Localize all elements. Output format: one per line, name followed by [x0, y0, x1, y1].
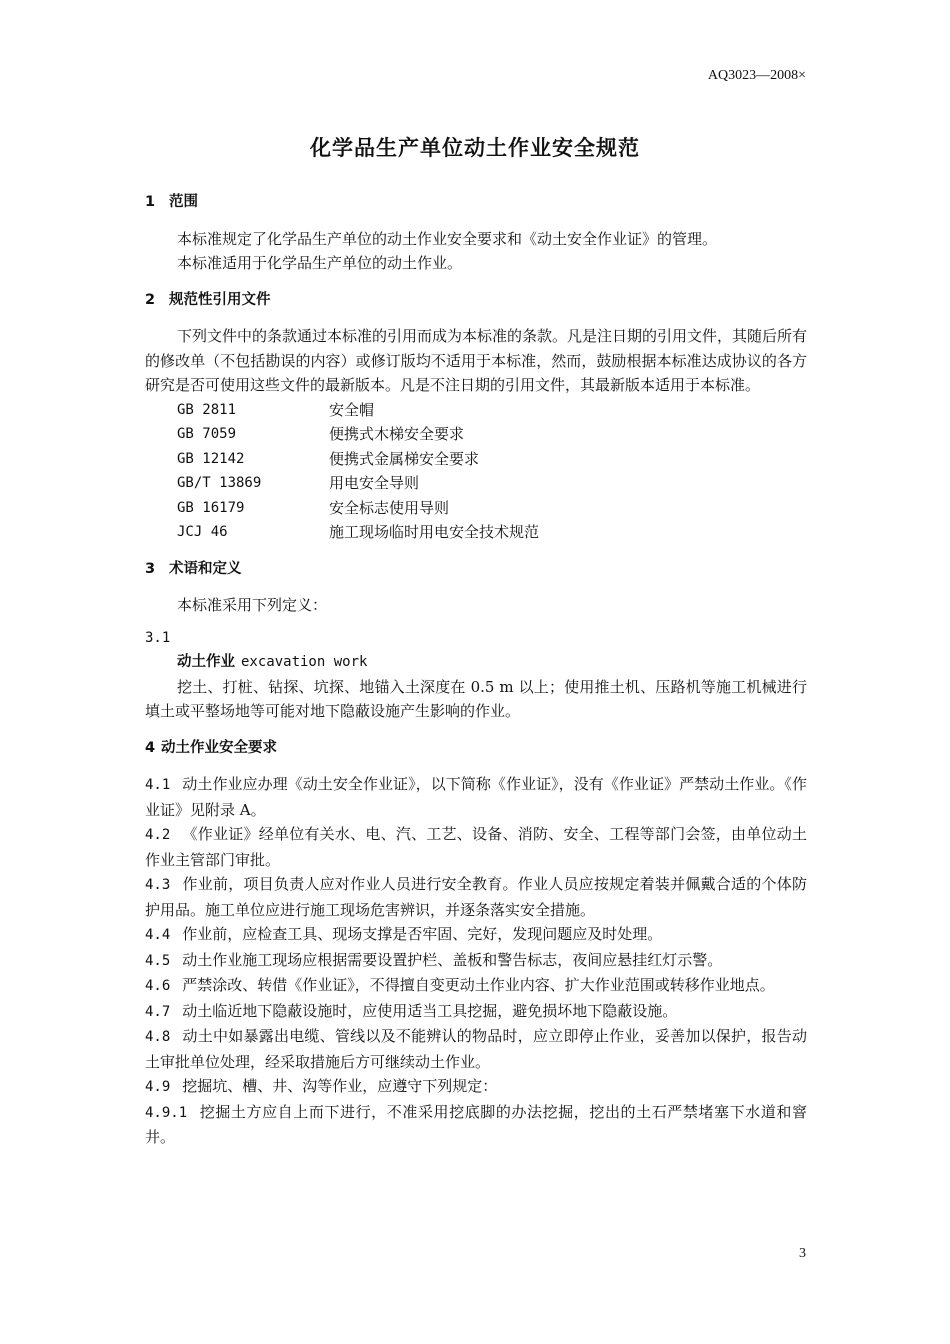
standard-code: AQ3023—2008×: [707, 68, 806, 83]
clause-item: 4.4 作业前，应检查工具、现场支撑是否牢固、完好，发现问题应及时处理。: [145, 925, 663, 943]
term-definition: 挖土、打桩、钻探、坑探、地锚入土深度在 0.5 m 以上；使用推土机、压路机等施工机械进行填土或平整场地等可能对地下隐蔽设施产生影响的作业。: [145, 677, 807, 720]
reference-row: GB 12142 便携式金属梯安全要求: [177, 449, 480, 468]
clause-item: 4.5 动土作业施工现场应根据需要设置护栏、盖板和警告标志，夜间应悬挂红灯示警。: [145, 950, 723, 969]
reference-list: [145, 398, 807, 545]
clause-item: 4.9 挖掘坑、槽、井、沟等作业，应遵守下列规定：: [145, 1077, 498, 1095]
document-body: [145, 190, 807, 1150]
clause-item: 4.3 作业前，项目负责人应对作业人员进行安全教育。作业人员应按规定着装并佩戴合适的个体防护用品。施工单位应进行施工现场危害辨识，并逐条落实安全措施。: [145, 875, 807, 919]
paragraph: 下列文件中的条款通过本标准的引用而成为本标准的条款。凡是注日期的引用文件，其随后所有的修改单（不包括勘误的内容）或修订版均不适用于本标准，然而，鼓励根据本标准达成协议的各方研究是否可使用这些文件的最新版本。凡是不注日期的引用文件，其最新版本适用于本标准。: [145, 327, 808, 394]
section-heading-scope: 1 范围: [145, 194, 198, 210]
paragraph: 本标准规定了化学品生产单位的动土作业安全要求和《动土安全作业证》的管理。: [177, 229, 718, 248]
clause-item: 4.6 严禁涂改、转借《作业证》，不得擅自变更动土作业内容、扩大作业范围或转移作业地点。: [145, 976, 775, 994]
clause-item: 4.8 动土中如暴露出电缆、管线以及不能辨认的物品时，应立即停止作业，妥善加以保护，报告动土审批单位处理，经采取措施后方可继续动土作业。: [145, 1027, 807, 1071]
paragraph: 本标准采用下列定义：: [177, 596, 328, 614]
clause-item: 4.7 动土临近地下隐蔽设施时，应使用适当工具挖掘，避免损坏地下隐蔽设施。: [145, 1001, 678, 1020]
page-number: 3: [799, 1246, 806, 1261]
paragraph: 本标准适用于化学品生产单位的动土作业。: [177, 254, 463, 272]
reference-row: GB 16179 安全标志使用导则: [177, 498, 450, 517]
reference-row: GB 7059 便携式木梯安全要求: [177, 425, 465, 443]
reference-row: JCJ 46 施工现场临时用电安全技术规范: [177, 523, 540, 541]
section-heading-normative-references: 2 规范性引用文件: [145, 291, 271, 308]
clause-item: 4.9.1 挖掘土方应自上而下进行，不准采用挖底脚的办法挖掘，挖出的土石严禁堵塞下水道和窨井。: [145, 1102, 807, 1146]
section-heading-terms: 3 术语和定义: [145, 560, 242, 577]
clause-item: 4.1 动土作业应办理《动土安全作业证》，以下简称《作业证》，没有《作业证》严禁动土作业。《作业证》见附录 A。: [145, 775, 807, 819]
clause-number: 3.1: [145, 629, 171, 646]
clause-item: 4.2 《作业证》经单位有关水、电、汽、工艺、设备、消防、安全、工程等部门会签，由单位动土作业主管部门审批。: [145, 825, 807, 869]
page-title: 化学品生产单位动土作业安全规范: [310, 136, 640, 160]
reference-row: GB/T 13869 用电安全导则: [177, 474, 420, 492]
term-entry: 动土作业 excavation work: [177, 654, 368, 670]
section-heading-safety-requirements: 4 动土作业安全要求: [145, 739, 277, 756]
reference-row: GB 2811 安全帽: [177, 400, 375, 419]
